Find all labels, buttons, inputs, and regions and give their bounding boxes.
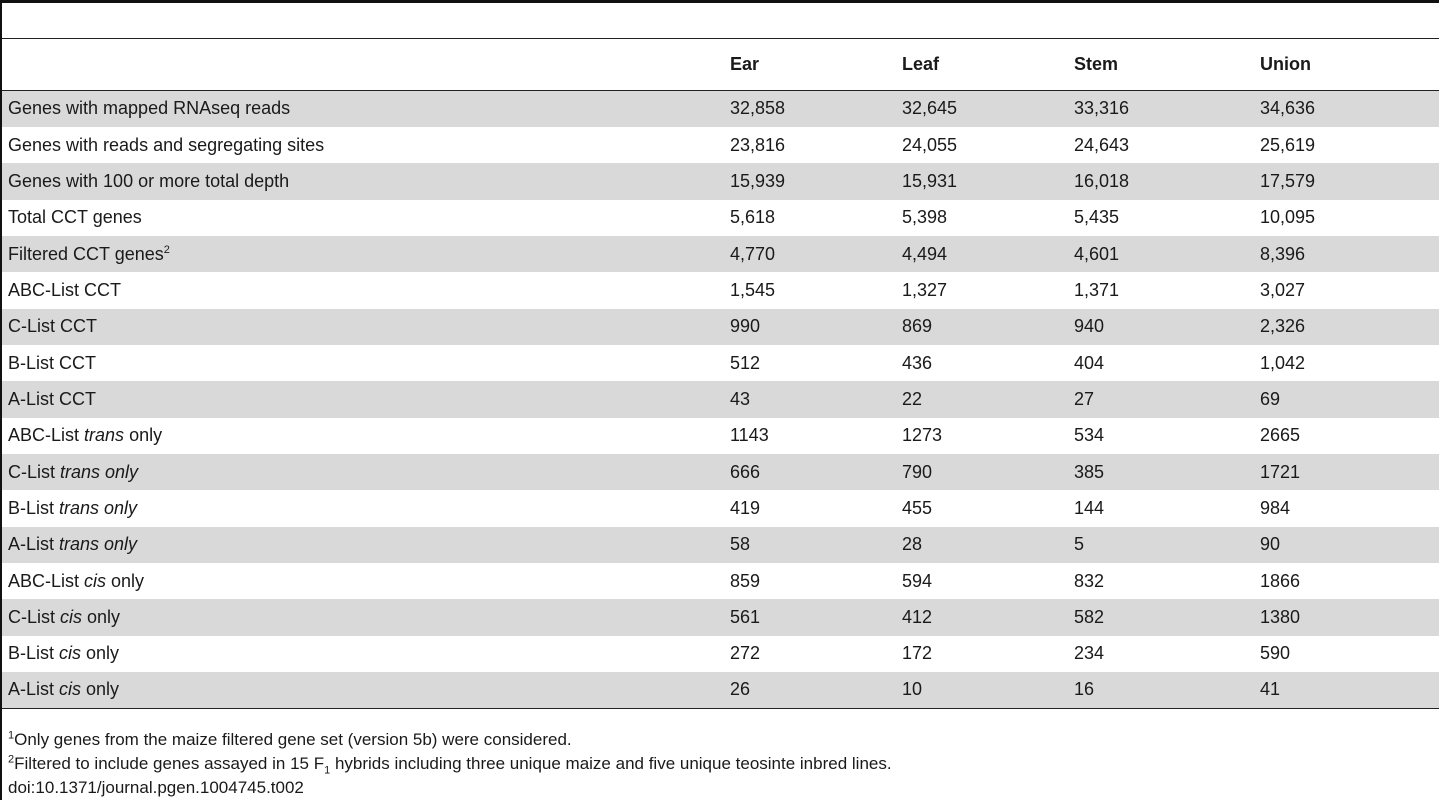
- row-label: [2, 490, 724, 526]
- cell-union: 590: [1260, 643, 1291, 664]
- cell-stem: 33,316: [1074, 98, 1130, 119]
- row-label-suffix: only: [81, 643, 120, 664]
- table-row: [2, 272, 1439, 308]
- row-label: [2, 418, 724, 454]
- table-container: [2, 38, 1439, 709]
- table-body: [2, 91, 1439, 709]
- cell-leaf: 455: [902, 497, 933, 518]
- table-row: [2, 490, 1439, 526]
- table-row: [2, 345, 1439, 381]
- cell-leaf: 869: [902, 316, 933, 337]
- cell-ear: 666: [730, 461, 761, 482]
- row-label-text: ABC-List: [8, 570, 85, 591]
- cell-stem: 16,018: [1074, 170, 1130, 191]
- row-label-text: Filtered CCT genes: [8, 243, 164, 264]
- table-row: [2, 236, 1439, 272]
- cell-leaf: 10: [902, 679, 923, 700]
- row-label-text: Genes with 100 or more total depth: [8, 170, 290, 191]
- cell-stem: 16: [1074, 679, 1095, 700]
- cell-union: 1,042: [1260, 352, 1306, 373]
- footnote-2-text-end: hybrids including three unique maize and five unique teosinte inbred lines.: [330, 754, 892, 773]
- row-label-text: C-List: [8, 461, 61, 482]
- row-label-text: A-List CCT: [8, 388, 97, 409]
- cell-leaf: 28: [902, 534, 923, 555]
- row-label-italic: cis: [84, 570, 107, 591]
- header-cell-leaf: Leaf: [902, 54, 940, 74]
- row-label-suffix: only: [82, 606, 121, 627]
- row-label-text: C-List CCT: [8, 316, 97, 337]
- row-label: [2, 272, 724, 308]
- cell-ear: 512: [730, 352, 761, 373]
- cell-stem: 5: [1074, 534, 1085, 555]
- row-label-italic: trans: [84, 425, 125, 446]
- cell-stem: 1,371: [1074, 279, 1120, 300]
- row-label-italic: cis: [60, 606, 83, 627]
- row-label-text: B-List CCT: [8, 352, 97, 373]
- footnote-2-subscript: 1: [324, 764, 331, 777]
- cell-leaf: 4,494: [902, 243, 948, 264]
- row-label-italic: trans only: [59, 497, 138, 518]
- cell-ear: 990: [730, 316, 761, 337]
- table-row: [2, 672, 1439, 708]
- footnote-1: [8, 728, 892, 752]
- cell-union: 8,396: [1260, 243, 1306, 264]
- cell-union: 34,636: [1260, 98, 1316, 119]
- table-row: [2, 454, 1439, 490]
- table-row: [2, 527, 1439, 563]
- row-label-text: B-List: [8, 497, 60, 518]
- footnotes: [8, 728, 892, 800]
- table-row: [2, 636, 1439, 672]
- cell-stem: 832: [1074, 570, 1105, 591]
- cell-leaf: 436: [902, 352, 933, 373]
- cell-union: 984: [1260, 497, 1291, 518]
- row-label: [2, 345, 724, 381]
- row-label: [2, 200, 724, 236]
- row-label: [2, 672, 724, 708]
- cell-union: 41: [1260, 679, 1281, 700]
- table-row: [2, 309, 1439, 345]
- cell-stem: 234: [1074, 643, 1105, 664]
- cell-union: 2,326: [1260, 316, 1306, 337]
- top-border: [0, 0, 1439, 3]
- cell-ear: 5,618: [730, 207, 776, 228]
- cell-ear: 4,770: [730, 243, 776, 264]
- cell-ear: 32,858: [730, 98, 786, 119]
- cell-stem: 940: [1074, 316, 1105, 337]
- footnote-2: [8, 752, 892, 776]
- cell-leaf: 790: [902, 461, 933, 482]
- table-row: [2, 418, 1439, 454]
- cell-union: 25,619: [1260, 134, 1316, 155]
- cell-union: 1721: [1260, 461, 1301, 482]
- cell-union: 2665: [1260, 425, 1301, 446]
- row-label: [2, 309, 724, 345]
- header-cell-ear: Ear: [730, 54, 760, 74]
- cell-ear: 272: [730, 643, 761, 664]
- table-row: [2, 381, 1439, 417]
- cell-stem: 404: [1074, 352, 1105, 373]
- row-label: [2, 454, 724, 490]
- table-row: [2, 163, 1439, 199]
- row-label-text: ABC-List CCT: [8, 279, 122, 300]
- row-label-text: A-List: [8, 679, 60, 700]
- table-row: [2, 200, 1439, 236]
- table-row: [2, 563, 1439, 599]
- cell-stem: 534: [1074, 425, 1105, 446]
- cell-ear: 419: [730, 497, 761, 518]
- cell-union: 3,027: [1260, 279, 1306, 300]
- row-label: [2, 527, 724, 563]
- header-cell-label: [2, 39, 724, 91]
- row-label-text: ABC-List: [8, 425, 85, 446]
- row-label: [2, 381, 724, 417]
- row-label: [2, 91, 724, 127]
- cell-leaf: 5,398: [902, 207, 948, 228]
- cell-ear: 859: [730, 570, 761, 591]
- table-row: [2, 91, 1439, 127]
- footnote-1-text: Only genes from the maize filtered gene set (version 5b) were considered.: [14, 730, 572, 749]
- header-row: [2, 39, 1439, 91]
- cell-leaf: 1,327: [902, 279, 948, 300]
- cell-union: 1380: [1260, 606, 1301, 627]
- cell-leaf: 15,931: [902, 170, 958, 191]
- cell-ear: 26: [730, 679, 751, 700]
- cell-stem: 24,643: [1074, 134, 1130, 155]
- row-label-italic: trans only: [59, 534, 138, 555]
- row-label: [2, 236, 724, 272]
- cell-stem: 27: [1074, 388, 1095, 409]
- row-label-text: Genes with mapped RNAseq reads: [8, 98, 291, 119]
- cell-ear: 43: [730, 388, 751, 409]
- row-label: [2, 599, 724, 635]
- row-label-text: A-List: [8, 534, 60, 555]
- row-label: [2, 563, 724, 599]
- footnote-2-text-start: Filtered to include genes assayed in 15 F: [14, 754, 325, 773]
- cell-leaf: 412: [902, 606, 933, 627]
- cell-leaf: 22: [902, 388, 923, 409]
- cell-leaf: 1273: [902, 425, 943, 446]
- row-label-text: Genes with reads and segregating sites: [8, 134, 325, 155]
- cell-leaf: 24,055: [902, 134, 958, 155]
- cell-ear: 23,816: [730, 134, 786, 155]
- cell-union: 1866: [1260, 570, 1301, 591]
- row-label-suffix: only: [106, 570, 145, 591]
- footnote-2-mark: 2: [8, 753, 15, 766]
- table-row: [2, 127, 1439, 163]
- cell-stem: 4,601: [1074, 243, 1120, 264]
- row-label-suffix: only: [124, 425, 163, 446]
- doi-text: doi:10.1371/journal.pgen.1004745.t002: [8, 778, 304, 797]
- cell-stem: 144: [1074, 497, 1105, 518]
- row-label-italic: cis: [59, 679, 82, 700]
- row-label-suffix: only: [81, 679, 120, 700]
- cell-leaf: 172: [902, 643, 933, 664]
- cell-union: 10,095: [1260, 207, 1316, 228]
- cell-ear: 15,939: [730, 170, 786, 191]
- cell-stem: 5,435: [1074, 207, 1120, 228]
- cell-ear: 1143: [730, 425, 769, 446]
- row-label-italic: trans only: [60, 461, 139, 482]
- footnote-1-mark: 1: [8, 729, 15, 742]
- header-cell-union: Union: [1260, 54, 1311, 74]
- cell-ear: 58: [730, 534, 751, 555]
- data-table: [2, 38, 1439, 709]
- row-label-text: C-List: [8, 606, 61, 627]
- row-label-italic: cis: [59, 643, 82, 664]
- row-label-footnote-mark: 2: [163, 243, 170, 256]
- cell-ear: 561: [730, 606, 761, 627]
- cell-ear: 1,545: [730, 279, 776, 300]
- cell-leaf: 32,645: [902, 98, 958, 119]
- row-label: [2, 163, 724, 199]
- cell-stem: 385: [1074, 461, 1105, 482]
- header-cell-stem: Stem: [1074, 54, 1119, 74]
- cell-union: 90: [1260, 534, 1281, 555]
- row-label: [2, 636, 724, 672]
- cell-stem: 582: [1074, 606, 1105, 627]
- cell-union: 17,579: [1260, 170, 1316, 191]
- row-label-text: Total CCT genes: [8, 207, 142, 228]
- row-label: [2, 127, 724, 163]
- table-row: [2, 599, 1439, 635]
- cell-leaf: 594: [902, 570, 933, 591]
- cell-union: 69: [1260, 388, 1281, 409]
- row-label-text: B-List: [8, 643, 60, 664]
